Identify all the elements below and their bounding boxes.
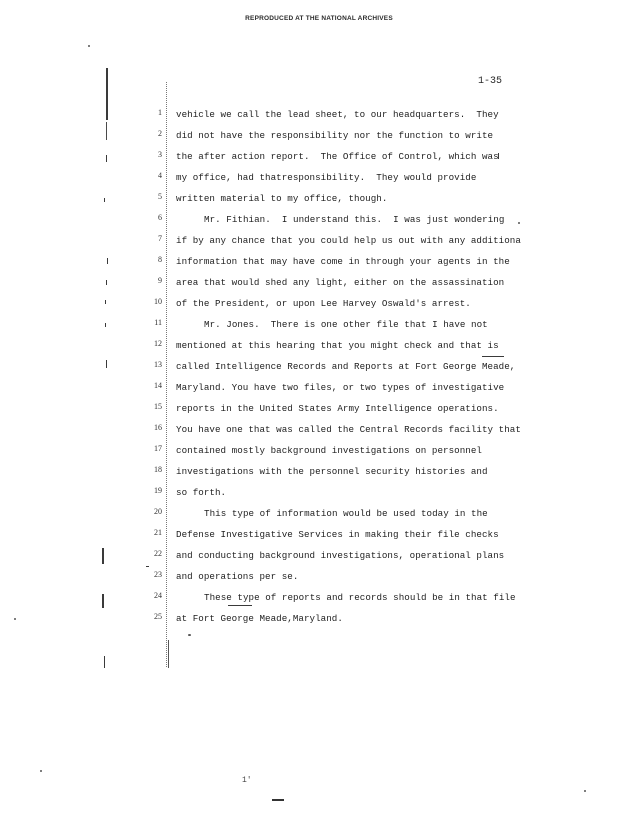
scan-mark — [104, 198, 105, 202]
scan-mark — [482, 356, 504, 357]
transcript-line: Defense Investigative Services in making their file checks — [176, 529, 499, 540]
scan-speck — [40, 770, 42, 772]
scan-mark — [228, 605, 252, 606]
transcript-line: mentioned at this hearing that you might check and that is — [176, 340, 499, 351]
scan-speck — [88, 45, 90, 47]
scan-speck — [14, 618, 16, 620]
transcript-line: investigations with the personnel security histories and — [176, 466, 488, 477]
transcript-line: contained mostly background investigations on personnel — [176, 445, 482, 456]
transcript-line: area that would shed any light, either on the assassination — [176, 277, 505, 288]
scan-mark — [107, 258, 108, 264]
transcript-line: These type of reports and records should be in that file — [204, 592, 516, 603]
line-number: 23 — [154, 570, 162, 579]
scan-mark — [104, 656, 105, 668]
line-number: 2 — [158, 129, 162, 138]
scan-mark — [106, 155, 107, 162]
line-number: 9 — [158, 276, 162, 285]
line-number: 22 — [154, 549, 162, 558]
margin-rule — [106, 68, 108, 120]
transcript-line: my office, had thatresponsibility. They would provide — [176, 172, 477, 183]
transcript-line: information that may have come in through your agents in the — [176, 256, 510, 267]
line-number: 19 — [154, 486, 162, 495]
page-number: 1-35 — [478, 76, 503, 87]
scan-speck — [188, 634, 191, 636]
line-number: 21 — [154, 528, 162, 537]
transcript-line: the after action report. The Office of Control, which was — [176, 151, 499, 162]
transcript-line: vehicle we call the lead sheet, to our headquarters. They — [176, 109, 499, 120]
scan-mark — [102, 548, 104, 564]
transcript-line: and conducting background investigations, operational plans — [176, 550, 505, 561]
line-number: 3 — [158, 150, 162, 159]
scan-speck — [584, 790, 586, 792]
line-number: 13 — [154, 360, 162, 369]
scan-mark — [102, 594, 104, 608]
transcript-line: called Intelligence Records and Reports at Fort George Meade, — [176, 361, 516, 372]
archives-stamp: REPRODUCED AT THE NATIONAL ARCHIVES — [245, 15, 393, 22]
scan-mark — [105, 300, 106, 304]
scan-mark — [106, 360, 107, 368]
transcript-line: if by any chance that you could help us out with any additiona — [176, 235, 521, 246]
line-number: 1 — [158, 108, 162, 117]
transcript-line: did not have the responsibility nor the function to write — [176, 130, 494, 141]
transcript-line: of the President, or upon Lee Harvey Oswald's arrest. — [176, 298, 471, 309]
footer-dash — [272, 799, 284, 801]
line-number: 11 — [154, 318, 162, 327]
line-number: 14 — [154, 381, 162, 390]
line-number: 10 — [154, 297, 162, 306]
transcript-line: reports in the United States Army Intelligence operations. — [176, 403, 499, 414]
transcript-line: You have one that was called the Central Records facility that — [176, 424, 521, 435]
transcript-line: This type of information would be used today in the — [204, 508, 488, 519]
line-number: 7 — [158, 234, 162, 243]
transcript-line: at Fort George Meade,Maryland. — [176, 613, 343, 624]
scan-mark — [106, 280, 107, 285]
scan-mark — [105, 323, 106, 327]
line-number: 8 — [158, 255, 162, 264]
line-number-rule — [166, 82, 167, 667]
line-number: 15 — [154, 402, 162, 411]
line-number: 25 — [154, 612, 162, 621]
line-number: 5 — [158, 192, 162, 201]
line-number-rule — [168, 640, 169, 668]
transcript-line: so forth. — [176, 487, 227, 498]
transcript-line: Mr. Fithian. I understand this. I was just wondering — [204, 214, 505, 225]
margin-rule — [106, 122, 107, 140]
transcript-line: written material to my office, though. — [176, 193, 388, 204]
transcript-line: and operations per se. — [176, 571, 299, 582]
scan-speck — [518, 222, 520, 224]
line-number: 4 — [158, 171, 162, 180]
transcript-line: Maryland. You have two files, or two types of investigative — [176, 382, 505, 393]
scan-mark — [146, 566, 149, 567]
line-number: 6 — [158, 213, 162, 222]
transcript-line: Mr. Jones. There is one other file that I have not — [204, 319, 488, 330]
footer-mark: 1' — [242, 776, 252, 785]
line-number: 12 — [154, 339, 162, 348]
line-number: 24 — [154, 591, 162, 600]
line-number: 17 — [154, 444, 162, 453]
line-number: 20 — [154, 507, 162, 516]
line-number: 16 — [154, 423, 162, 432]
line-number: 18 — [154, 465, 162, 474]
